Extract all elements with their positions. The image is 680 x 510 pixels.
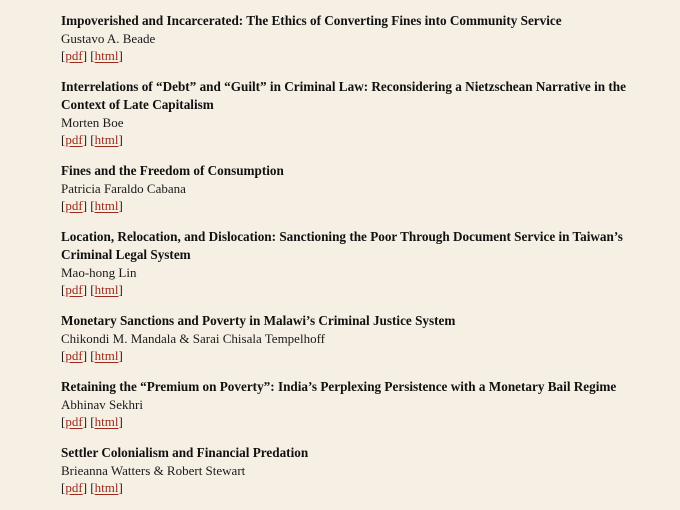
article-entry [61,162,661,214]
article-title: Fines and the Freedom of Consumption [61,163,284,178]
article-authors: Mao-hong Lin [61,265,137,280]
article-links: [pdf] [html] [61,414,123,429]
article-title: Retaining the “Premium on Poverty”: India’s Perplexing Persistence with a Monetary Bail Regime [61,379,617,394]
pdf-link[interactable]: pdf [65,414,83,429]
article-authors: Morten Boe [61,115,124,130]
article-links: [pdf] [html] [61,348,123,363]
article-authors: Brieanna Watters & Robert Stewart [61,463,246,478]
html-link[interactable]: html [94,132,119,147]
article-title: Settler Colonialism and Financial Predation [61,445,309,460]
html-link[interactable]: html [94,414,119,429]
html-link[interactable]: html [94,198,119,213]
article-entry [61,12,661,64]
article-links: [pdf] [html] [61,282,123,297]
article-list [61,12,661,510]
article-links: [pdf] [html] [61,132,123,147]
article-links: [pdf] [html] [61,48,123,63]
article-title: Monetary Sanctions and Poverty in Malawi’s Criminal Justice System [61,313,456,328]
html-link[interactable]: html [94,48,119,63]
pdf-link[interactable]: pdf [65,348,83,363]
article-entry [61,228,661,298]
article-links: [pdf] [html] [61,480,123,495]
article-links: [pdf] [html] [61,198,123,213]
article-authors: Abhinav Sekhri [61,397,143,412]
article-entry [61,78,661,148]
article-title: Location, Relocation, and Dislocation: Sanctioning the Poor Through Document Service in Taiwan’s Criminal Legal System [61,229,623,262]
article-title: Interrelations of “Debt” and “Guilt” in Criminal Law: Reconsidering a Nietzschean Narrative in the Context of Late Capitalism [61,79,626,112]
article-entry [61,312,661,364]
article-entry [61,378,661,430]
pdf-link[interactable]: pdf [65,480,83,495]
html-link[interactable]: html [94,282,119,297]
article-authors: Gustavo A. Beade [61,31,156,46]
article-authors: Patricia Faraldo Cabana [61,181,186,196]
pdf-link[interactable]: pdf [65,132,83,147]
pdf-link[interactable]: pdf [65,198,83,213]
pdf-link[interactable]: pdf [65,282,83,297]
html-link[interactable]: html [94,348,119,363]
article-entry [61,444,661,496]
html-link[interactable]: html [94,480,119,495]
pdf-link[interactable]: pdf [65,48,83,63]
article-authors: Chikondi M. Mandala & Sarai Chisala Tempelhoff [61,331,325,346]
article-title: Impoverished and Incarcerated: The Ethics of Converting Fines into Community Service [61,13,562,28]
